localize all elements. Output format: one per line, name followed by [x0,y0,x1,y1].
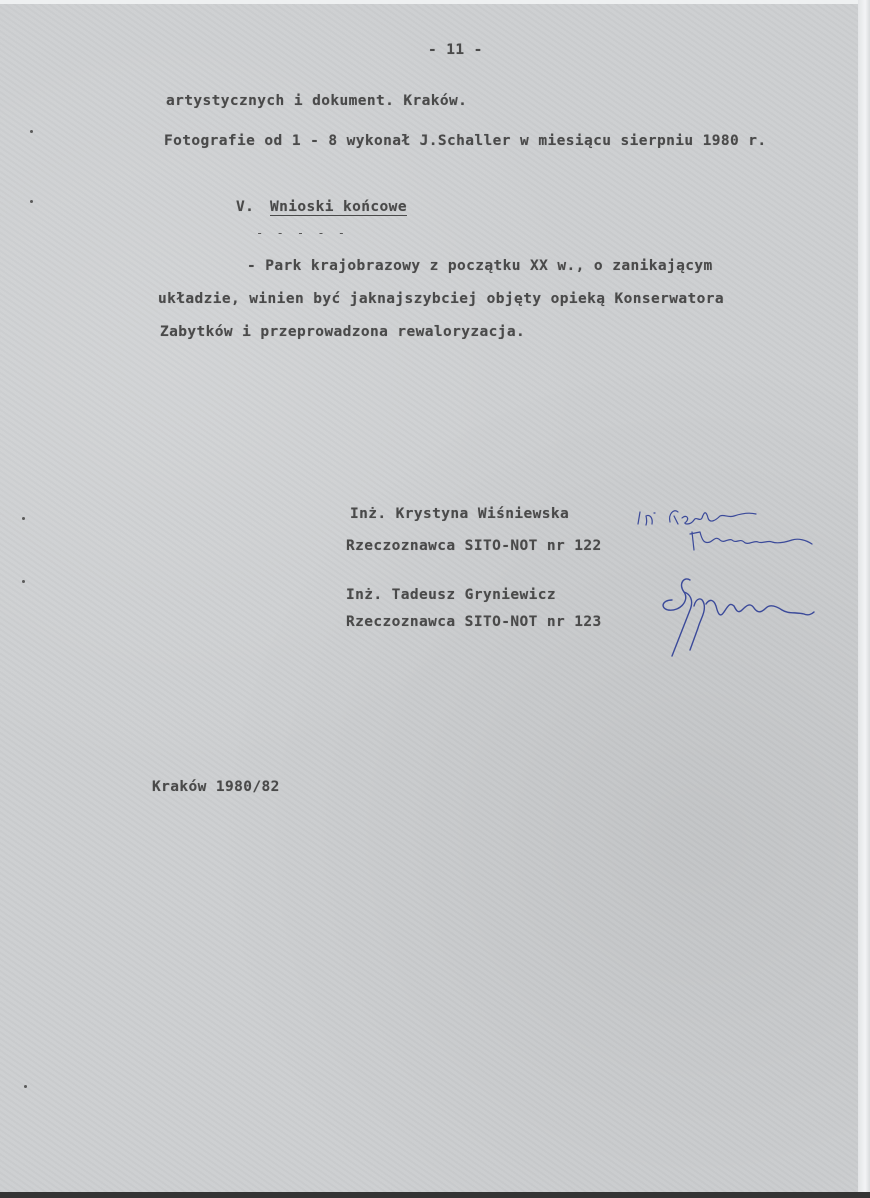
section-title-dashes: - - - - - [256,226,349,240]
margin-mark [30,130,33,133]
handwritten-signature-1 [630,500,830,560]
page-edge-bottom [0,1192,870,1198]
body-text-line-1: artystycznych i dokument. Kraków. [166,93,468,109]
margin-mark [22,580,25,583]
conclusion-line-2: układzie, winien być jaknajszybciej objęty opieką Konserwatora [158,291,725,307]
section-title: Wnioski końcowe [270,199,407,215]
section-number: V. [236,199,255,215]
margin-mark [30,200,33,203]
conclusion-line-1: - Park krajobrazowy z początku XX w., o zanikającym [247,258,713,274]
margin-mark [24,1085,27,1088]
page-number: - 11 - [428,42,483,58]
signatory-2-name: Inż. Tadeusz Gryniewicz [346,587,556,603]
margin-mark [22,517,25,520]
signatory-1-role: Rzeczoznawca SITO-NOT nr 122 [346,538,602,554]
page-edge-right [858,0,870,1198]
conclusion-line-3: Zabytków i przeprowadzona rewaloryzacja. [160,324,526,340]
signatory-2-role: Rzeczoznawca SITO-NOT nr 123 [346,614,602,630]
signatory-1-name: Inż. Krystyna Wiśniewska [350,506,570,522]
place-and-date: Kraków 1980/82 [152,779,280,795]
body-text-line-2: Fotografie od 1 - 8 wykonał J.Schaller w miesiącu sierpniu 1980 r. [164,133,767,149]
page-edge-top [0,0,870,4]
handwritten-signature-2 [650,570,820,665]
